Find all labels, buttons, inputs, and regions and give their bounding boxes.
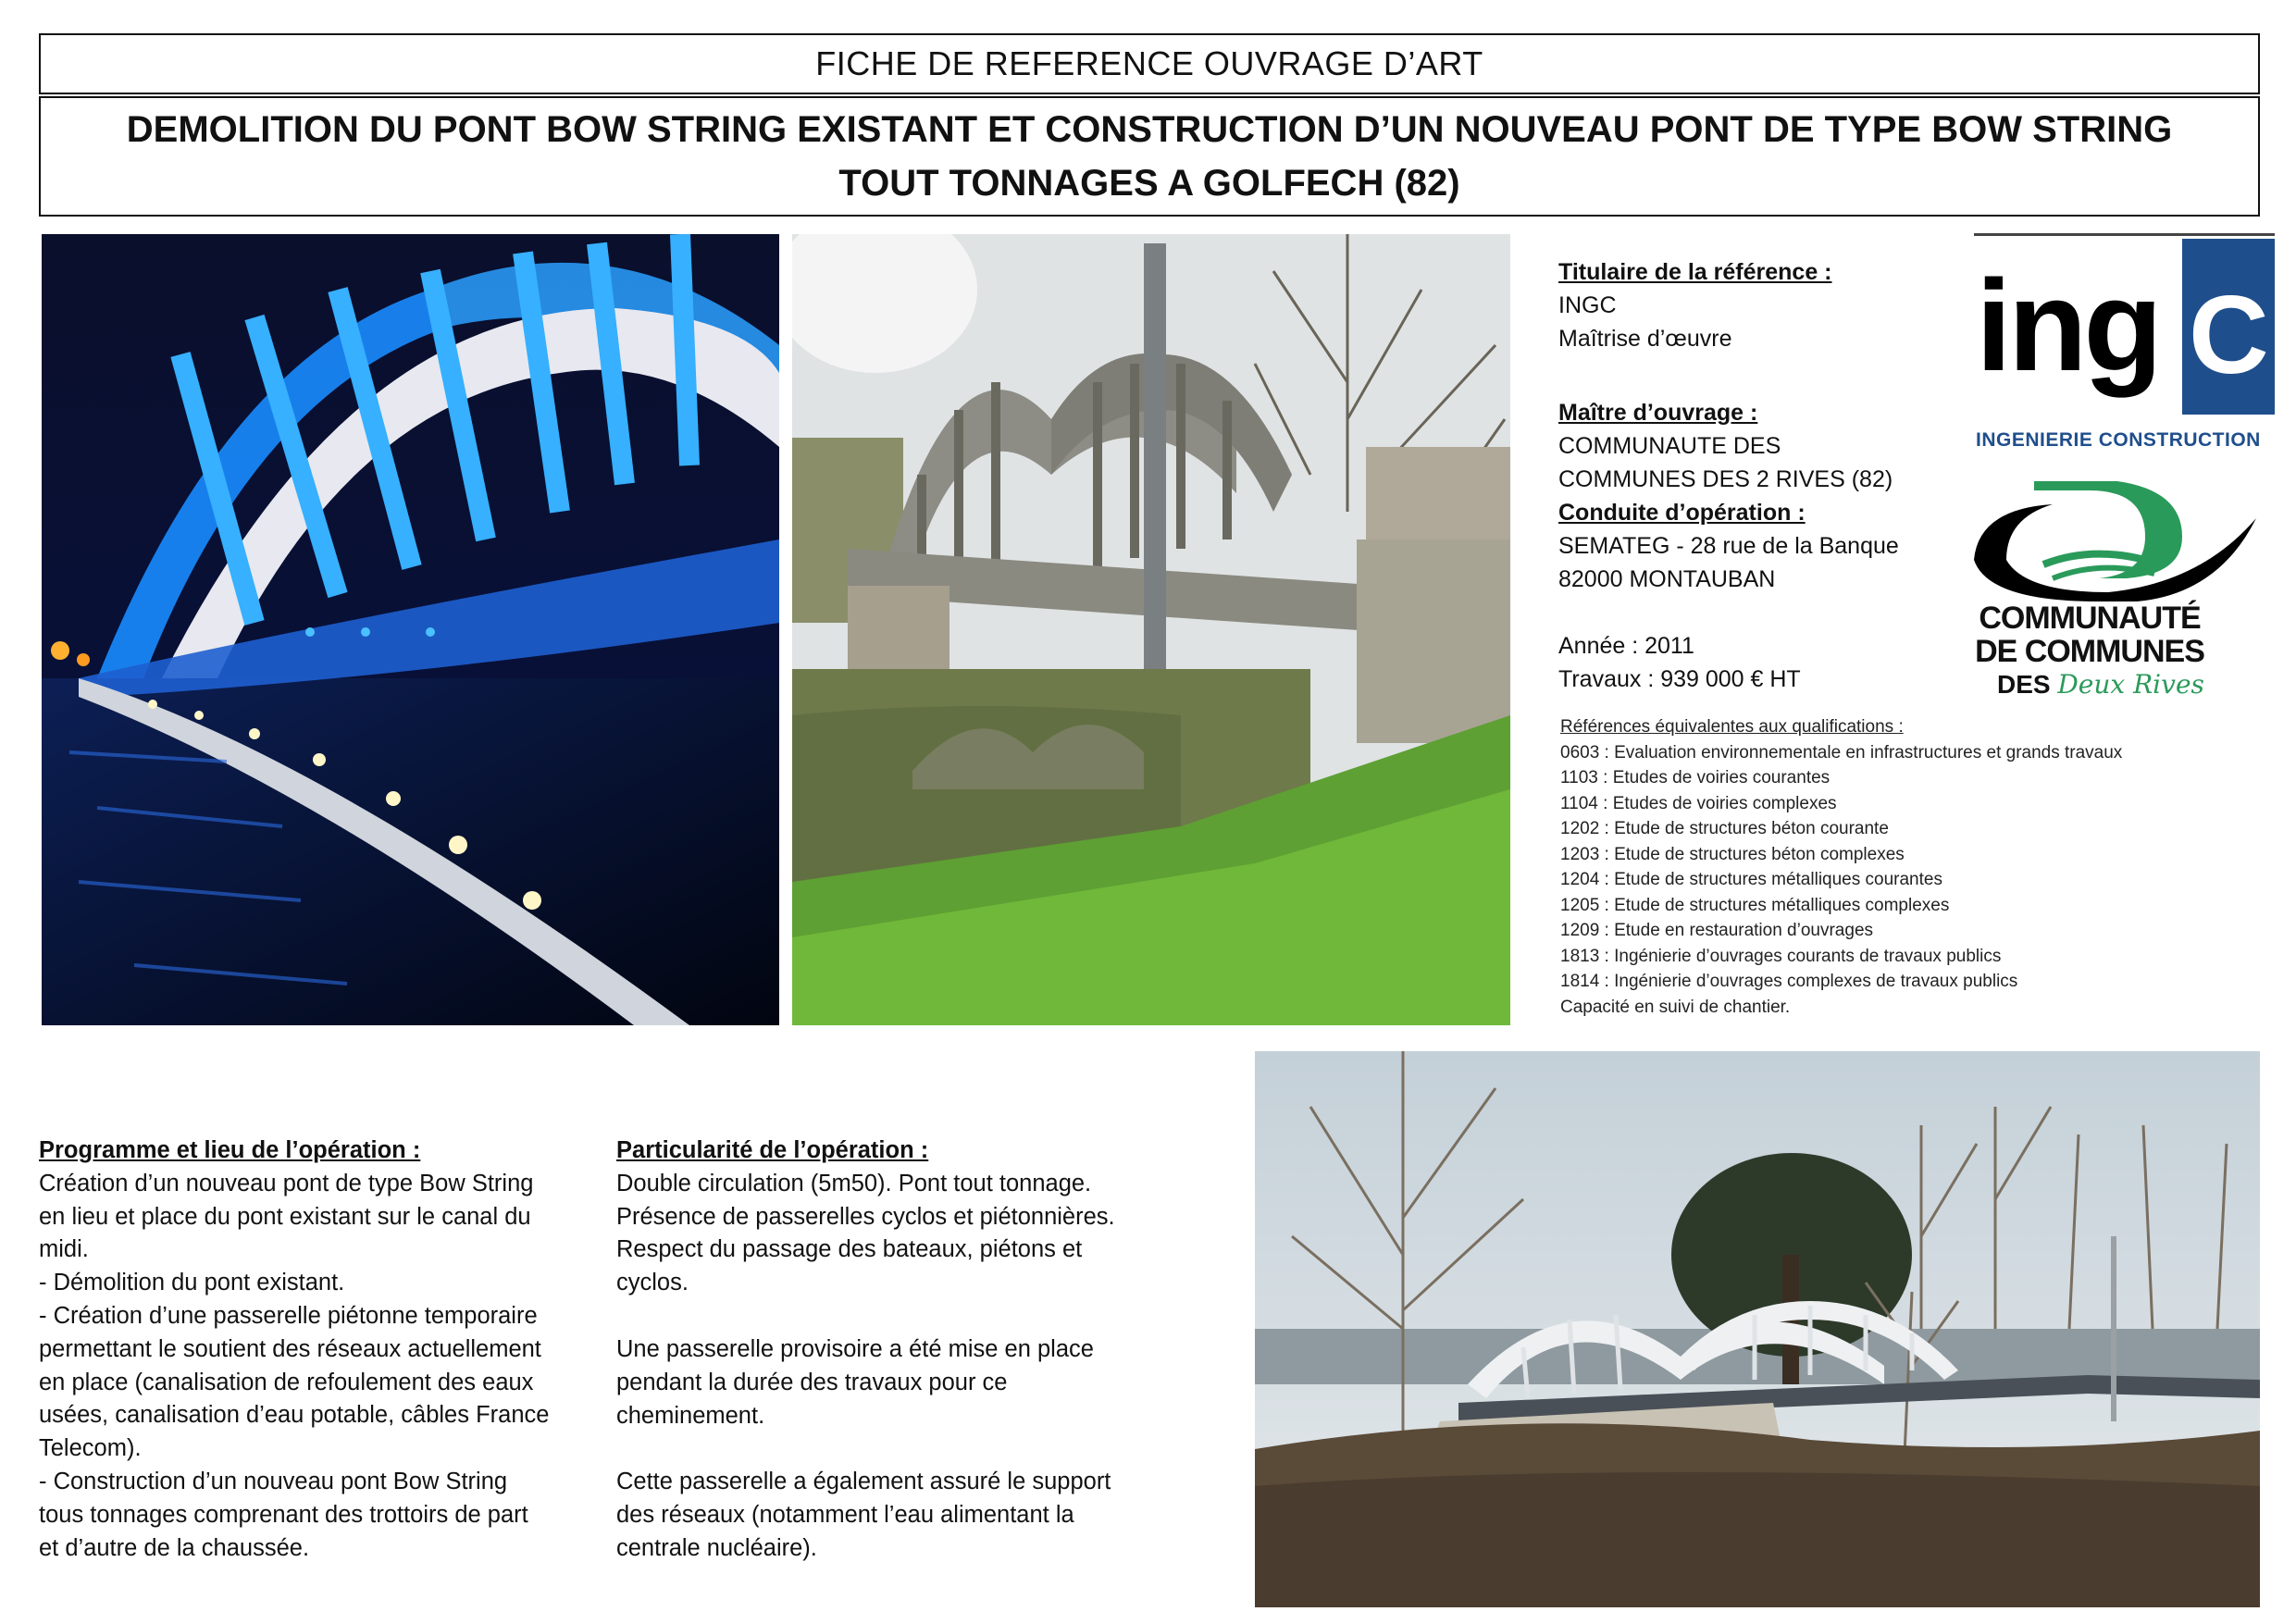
ingc-c-letter: C: [2189, 273, 2269, 397]
programme-line: et d’autre de la chaussée.: [39, 1534, 310, 1561]
qualification-item: 1814 : Ingénierie d’ouvrages complexes de travaux publics: [1560, 972, 2018, 991]
particularite-line: Respect du passage des bateaux, piétons et: [616, 1236, 1083, 1263]
ingc-logo: [1974, 233, 2275, 455]
qualifications-title: Références équivalentes aux qualifications :: [1560, 717, 1904, 737]
qualification-item: 1202 : Etude de structures béton courante: [1560, 819, 1889, 838]
particularite-line: Cette passerelle a également assuré le support: [616, 1469, 1111, 1495]
particularite-spacer: [616, 1432, 1172, 1466]
qualifications-footer: Capacité en suivi de chantier.: [1560, 997, 1791, 1017]
cc-line-3: [1997, 668, 2228, 701]
particularite-line: des réseaux (notamment l’eau alimentant la: [616, 1502, 1074, 1529]
qualification-item: 0603 : Evaluation environnementale en infrastructures et grands travaux: [1560, 742, 2123, 762]
sheet-type-title: FICHE DE REFERENCE OUVRAGE D’ART: [39, 33, 2260, 94]
qualification-item: 1104 : Etudes de voiries complexes: [1560, 793, 1837, 813]
particularite-spacer: [616, 1300, 1172, 1333]
maitre-ouvrage-label: Maître d’ouvrage :: [1558, 400, 1758, 426]
programme-title: Programme et lieu de l’opération :: [39, 1137, 421, 1163]
particularite-section: [616, 1134, 1172, 1566]
particularite-title: Particularité de l’opération :: [616, 1137, 929, 1163]
cc-line-1: COMMUNAUTÉ: [1979, 601, 2201, 636]
reference-info: [1558, 255, 2021, 696]
qualification-item: 1204 : Etude de structures métalliques courantes: [1560, 870, 1942, 889]
particularite-line: Une passerelle provisoire a été mise en place: [616, 1335, 1094, 1362]
programme-line: midi.: [39, 1236, 89, 1263]
project-title: DEMOLITION DU PONT BOW STRING EXISTANT ET CONSTRUCTION D’UN NOUVEAU PONT DE TYPE BOW STRING TOUT TONNAGES A GOLFECH (82): [39, 96, 2260, 217]
particularite-line: Présence de passerelles cyclos et piétonnières.: [616, 1203, 1115, 1230]
cc-des: DES: [1997, 670, 2051, 699]
particularite-line: cyclos.: [616, 1270, 689, 1296]
particularite-line: Double circulation (5m50). Pont tout tonnage.: [616, 1170, 1092, 1196]
programme-line: tous tonnages comprenant des trottoirs de part: [39, 1501, 528, 1528]
titulaire-label: Titulaire de la référence :: [1558, 259, 1832, 285]
conduite-label: Conduite d’opération :: [1558, 500, 1806, 526]
cc-emblem-icon: [1969, 472, 2265, 601]
conduite-line1: SEMATEG - 28 rue de la Banque: [1558, 533, 1899, 559]
programme-line: en place (canalisation de refoulement des eaux: [39, 1369, 534, 1395]
programme-line: Création d’un nouveau pont de type Bow String: [39, 1170, 534, 1196]
programme-line: en lieu et place du pont existant sur le canal du: [39, 1203, 531, 1230]
programme-line: Telecom).: [39, 1435, 142, 1462]
programme-line: - Construction d’un nouveau pont Bow String: [39, 1468, 508, 1494]
qualification-item: 1103 : Etudes de voiries courantes: [1560, 768, 1831, 787]
cc-line-2: DE COMMUNES: [1975, 634, 2204, 669]
conduite-line2: 82000 MONTAUBAN: [1558, 566, 1776, 592]
particularite-line: centrale nucléaire).: [616, 1534, 817, 1561]
programme-line: - Démolition du pont existant.: [39, 1270, 345, 1296]
ingc-wordmark: ing: [1976, 253, 2159, 398]
cc-deux-rives: Deux Rives: [2057, 669, 2204, 700]
programme-section: [39, 1134, 594, 1565]
qualification-item: 1203 : Etude de structures béton complexes: [1560, 844, 1905, 864]
ingc-subtitle: INGENIERIE CONSTRUCTION: [1976, 429, 2261, 451]
photo-new-bridge-night: [42, 234, 779, 1025]
cc-deux-rives-logo: [1969, 472, 2265, 713]
programme-line: usées, canalisation d’eau potable, câbles France: [39, 1402, 550, 1429]
maitre-ouvrage-line1: COMMUNAUTE DES: [1558, 433, 1781, 459]
travaux-amount: Travaux : 939 000 € HT: [1558, 666, 1801, 692]
particularite-line: cheminement.: [616, 1402, 765, 1429]
programme-line: - Création d’une passerelle piétonne temporaire: [39, 1302, 538, 1329]
photo-old-bridge: [792, 234, 1510, 1025]
qualification-item: 1205 : Etude de structures métalliques complexes: [1560, 895, 1950, 915]
titulaire-role: Maîtrise d’œuvre: [1558, 326, 1732, 352]
maitre-ouvrage-line2: COMMUNES DES 2 RIVES (82): [1558, 466, 1893, 492]
qualification-item: 1209 : Etude en restauration d’ouvrages: [1560, 921, 1874, 940]
programme-line: permettant le soutient des réseaux actuellement: [39, 1335, 541, 1362]
titulaire-name: INGC: [1558, 292, 1617, 318]
qualifications-list: [1560, 714, 2245, 1020]
annee: Année : 2011: [1558, 633, 1694, 659]
photo-new-bridge-day: [1255, 1051, 2260, 1607]
qualification-item: 1813 : Ingénierie d’ouvrages courants de travaux publics: [1560, 946, 2002, 966]
particularite-line: pendant la durée des travaux pour ce: [616, 1369, 1008, 1395]
